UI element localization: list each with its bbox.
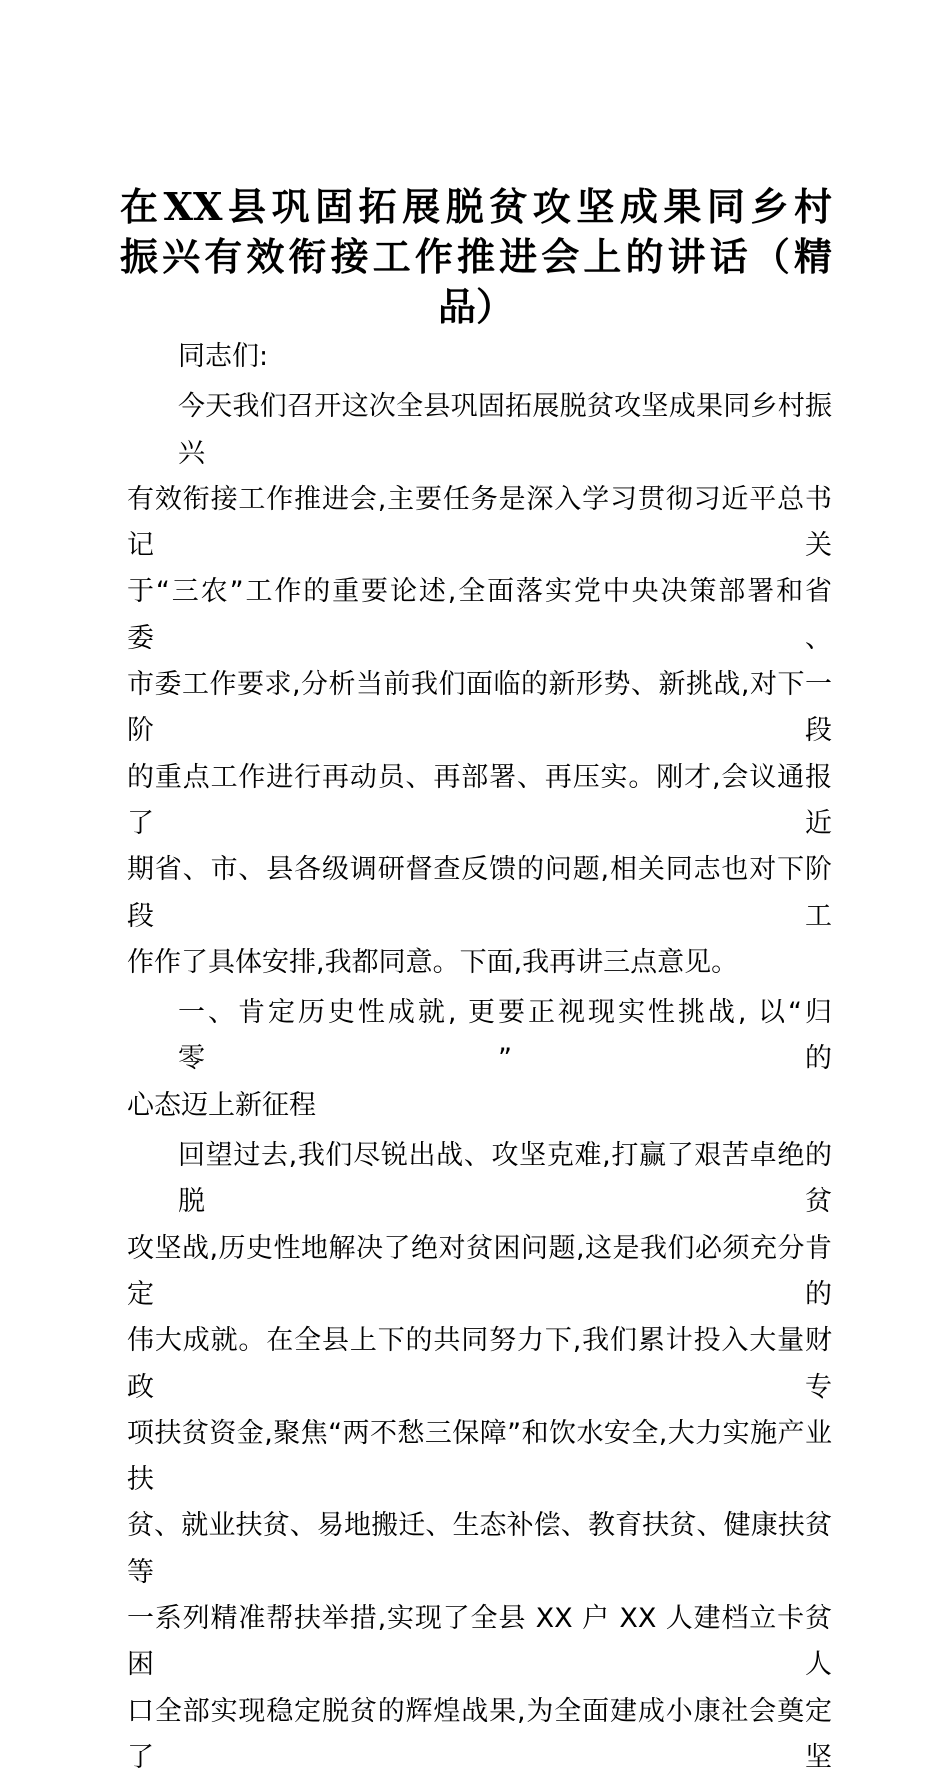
- heading-line: 一、肯定历史性成就, 更要正视现实性挑战, 以“归零”的: [178, 997, 832, 1075]
- text-line: 于“三农”工作的重要论述,全面落实党中央决策部署和省委、: [127, 576, 832, 654]
- document-body: [127, 334, 832, 1785]
- text-line: 作作了具体安排,我都同意。下面,我再讲三点意见。: [127, 946, 739, 978]
- text-line: 期省、市、县各级调研督查反馈的问题,相关同志也对下阶段工: [127, 854, 832, 932]
- paragraph-review: [127, 1133, 832, 1781]
- title-line: 品）: [437, 284, 514, 329]
- salutation: [127, 334, 832, 380]
- text-line: 攻坚战,历史性地解决了绝对贫困问题,这是我们必须充分肯定的: [127, 1232, 832, 1310]
- document-title: [120, 182, 832, 332]
- text-line: 贫、就业扶贫、易地搬迁、生态补偿、教育扶贫、健康扶贫等: [127, 1510, 832, 1588]
- section-heading-1: [127, 990, 832, 1129]
- text-line: 今天我们召开这次全县巩固拓展脱贫攻坚成果同乡村振兴: [178, 391, 832, 469]
- text-line: 有效衔接工作推进会,主要任务是深入学习贯彻习近平总书记关: [127, 483, 832, 562]
- salutation-text: 同志们:: [178, 341, 269, 372]
- title-line: 振兴有效衔接工作推进会上的讲话（精: [120, 234, 832, 279]
- text-line: 项扶贫资金,聚焦“两不愁三保障”和饮水安全,大力实施产业扶: [127, 1417, 832, 1496]
- text-line: 一系列精准帮扶举措,实现了全县 XX 户 XX 人建档立卡贫困人: [127, 1603, 832, 1681]
- text-line: 伟大成就。在全县上下的共同努力下,我们累计投入大量财政专: [127, 1325, 832, 1403]
- text-line: 的重点工作进行再动员、再部署、再压实。刚才,会议通报了近: [127, 761, 832, 839]
- title-line: 在XX县巩固拓展脱贫攻坚成果同乡村: [120, 184, 832, 229]
- text-line: 口全部实现稳定脱贫的辉煌战果,为全面建成小康社会奠定了坚: [127, 1695, 832, 1773]
- heading-line: 心态迈上新征程: [127, 1089, 316, 1121]
- paragraph-intro: [127, 384, 832, 986]
- text-line: 回望过去,我们尽锐出战、攻坚克难,打赢了艰苦卓绝的脱贫: [178, 1140, 832, 1218]
- text-line: 市委工作要求,分析当前我们面临的新形势、新挑战,对下一阶段: [127, 669, 832, 747]
